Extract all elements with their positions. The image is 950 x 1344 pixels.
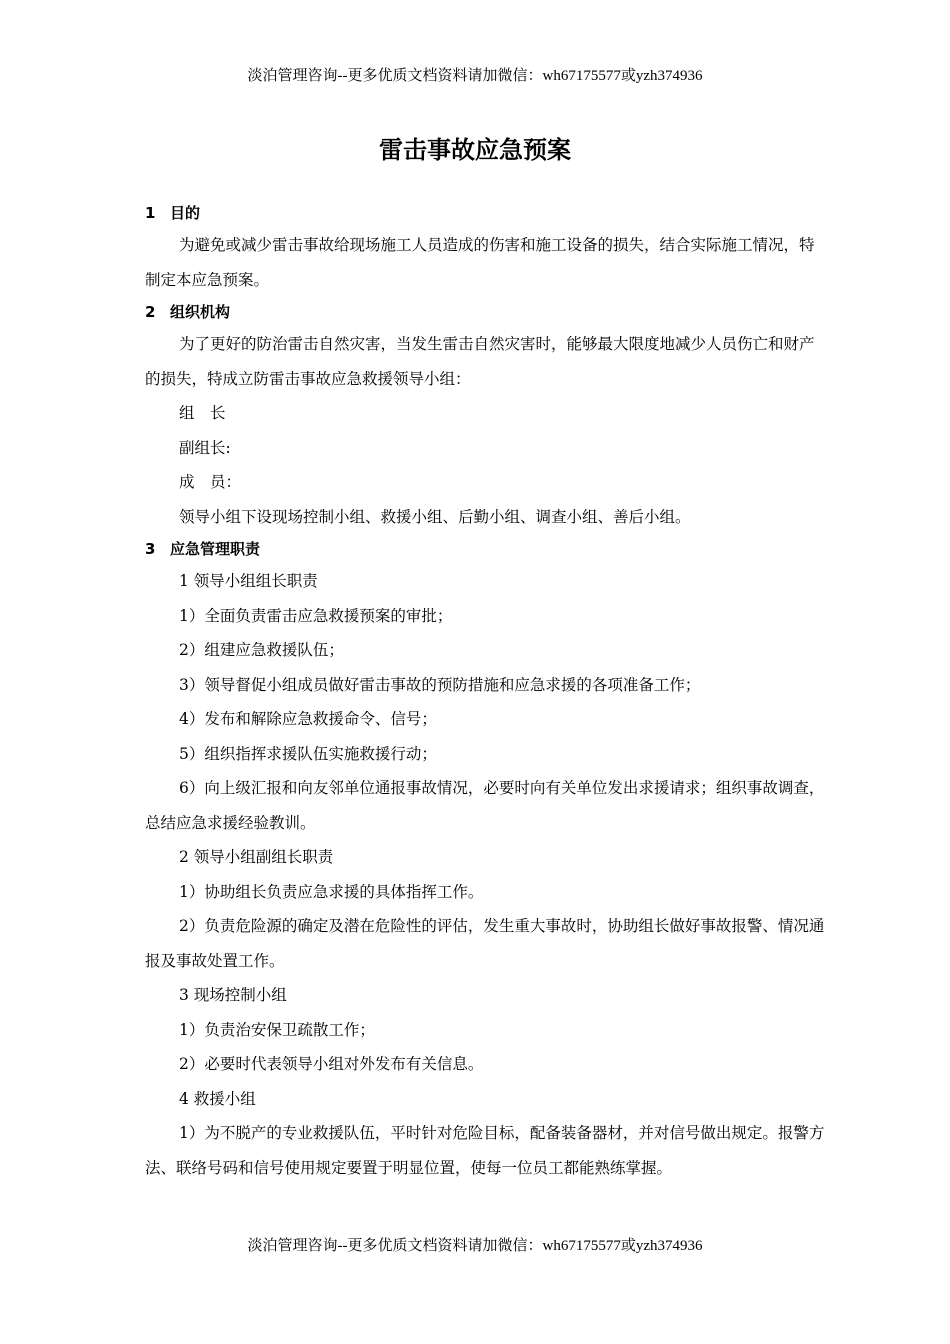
section-number: 3	[145, 540, 156, 558]
list-item: 5）组织指挥求援队伍实施救援行动；	[179, 744, 437, 763]
list-item: 2）负责危险源的确定及潜在危险性的评估，发生重大事故时，协助组长做好事故报警、情况通报及事故处置工作。	[145, 917, 825, 970]
section-title: 组织机构	[170, 303, 231, 321]
paragraph: 为避免或减少雷击事故给现场施工人员造成的伤害和施工设备的损失，结合实际施工情况，特制定本应急预案。	[145, 236, 815, 289]
subheading: 2 领导小组副组长职责	[179, 848, 334, 866]
list-item: 6）向上级汇报和向友邻单位通报事故情况，必要时向有关单位发出求援请求；组织事故调查，总结应急求援经验教训。	[145, 779, 825, 832]
list-item: 2）组建应急救援队伍；	[179, 641, 344, 659]
list-item: 1）为不脱产的专业救援队伍，平时针对危险目标，配备装备器材，并对信号做出规定。报警方法、联络号码和信号使用规定要置于明显位置，使每一位员工都能熟练掌握。	[145, 1124, 825, 1177]
section-title: 目的	[170, 204, 201, 222]
list-item: 1）负责治安保卫疏散工作；	[179, 1020, 375, 1039]
list-item: 4）发布和解除应急救援命令、信号；	[179, 710, 437, 728]
leader-line: 组 长	[179, 404, 226, 422]
list-item: 2）必要时代表领导小组对外发布有关信息。	[179, 1055, 484, 1073]
section-number: 2	[145, 303, 156, 321]
section-title: 应急管理职责	[170, 540, 261, 558]
section-heading	[145, 297, 825, 327]
list-item: 3）领导督促小组成员做好雷击事故的预防措施和应急求援的各项准备工作；	[179, 675, 701, 694]
deputy-leader-line: 副组长:	[179, 438, 231, 457]
members-line: 成 员：	[179, 473, 242, 491]
header-note: 淡泊管理咨询--更多优质文档资料请加微信：wh67175577或yzh374936	[247, 68, 703, 84]
document-title: 雷击事故应急预案	[379, 136, 571, 164]
footer-note: 淡泊管理咨询--更多优质文档资料请加微信：wh67175577或yzh374936	[247, 1238, 703, 1254]
list-item: 1）全面负责雷击应急救援预案的审批；	[179, 606, 453, 625]
section-heading	[145, 534, 825, 564]
subheading: 4 救援小组	[179, 1089, 256, 1108]
list-item: 1）协助组长负责应急求援的具体指挥工作。	[179, 882, 484, 901]
paragraph: 领导小组下设现场控制小组、救援小组、后勤小组、调查小组、善后小组。	[179, 507, 691, 526]
document-body	[145, 198, 825, 1185]
section-heading	[145, 198, 825, 228]
section-number: 1	[145, 204, 156, 222]
subheading: 3 现场控制小组	[179, 986, 287, 1004]
subheading: 1 领导小组组长职责	[179, 572, 318, 590]
paragraph: 为了更好的防治雷击自然灾害，当发生雷击自然灾害时，能够最大限度地减少人员伤亡和财产的损失，特成立防雷击事故应急救援领导小组：	[145, 335, 815, 388]
